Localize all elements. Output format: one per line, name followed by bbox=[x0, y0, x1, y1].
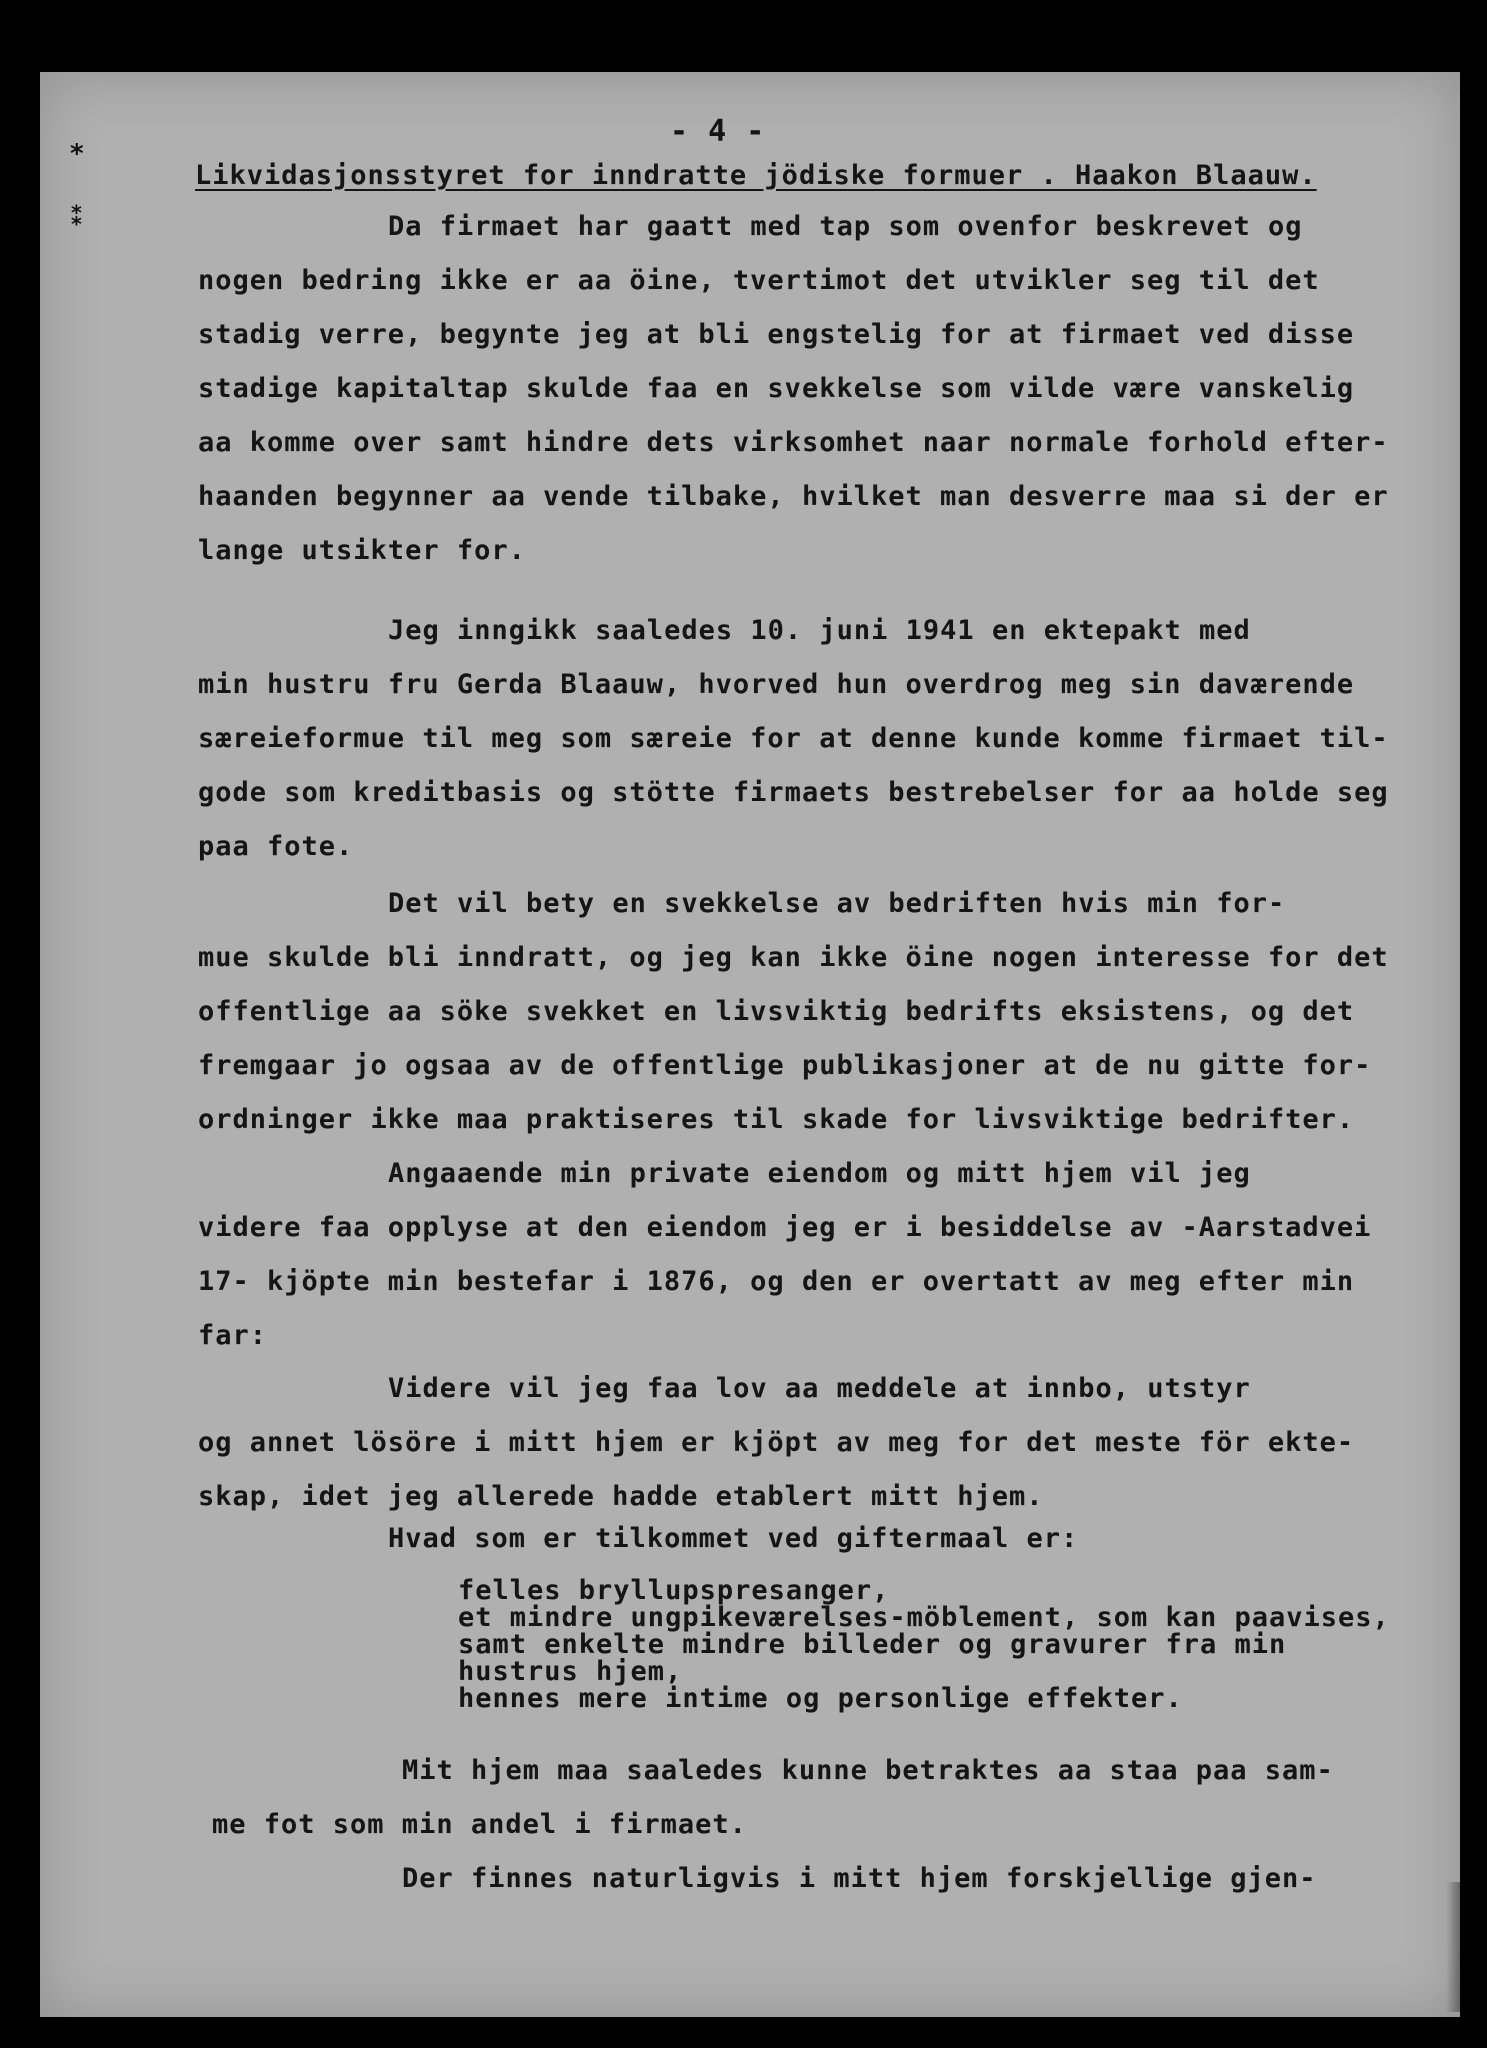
text-line: videre faa opplyse at den eiendom jeg er i besiddelse av -Aarstadvei bbox=[198, 1212, 1372, 1243]
closing-paragraph-1 bbox=[212, 1744, 1334, 1852]
text-line: haanden begynner aa vende tilbake, hvilket man desverre maa si der er bbox=[198, 481, 1389, 512]
page-edge-shadow bbox=[1446, 1882, 1460, 2012]
text-line: paa fote. bbox=[198, 831, 354, 862]
text-line: Angaaende min private eiendom og mitt hjem vil jeg bbox=[388, 1158, 1251, 1189]
paragraph-5 bbox=[198, 1362, 1354, 1524]
paragraph-2 bbox=[198, 604, 1389, 874]
paragraph-3 bbox=[198, 877, 1389, 1147]
text-line: Videre vil jeg faa lov aa meddele at innbo, utstyr bbox=[388, 1373, 1251, 1404]
list-intro: Hvad som er tilkommet ved giftermaal er: bbox=[388, 1523, 1079, 1554]
list-item: hennes mere intime og personlige effekter. bbox=[458, 1683, 1183, 1714]
text-line: Det vil bety en svekkelse av bedriften hvis min for- bbox=[388, 888, 1286, 919]
text-line: nogen bedring ikke er aa öine, tvertimot det utvikler seg til det bbox=[198, 265, 1320, 296]
page-number: - 4 - bbox=[670, 114, 766, 149]
text-line: 17- kjöpte min bestefar i 1876, og den er overtatt av meg efter min bbox=[198, 1266, 1355, 1297]
list-item: samt enkelte mindre billeder og gravurer fra min bbox=[458, 1629, 1287, 1660]
text-line: Jeg inngikk saaledes 10. juni 1941 en ektepakt med bbox=[388, 615, 1251, 646]
margin-ink-mark: ⁑ bbox=[70, 202, 84, 232]
text-line: lange utsikter for. bbox=[198, 535, 526, 566]
text-line: offentlige aa söke svekket en livsviktig bedrifts eksistens, og det bbox=[198, 996, 1355, 1027]
paragraph-4 bbox=[198, 1147, 1371, 1363]
text-line: ordninger ikke maa praktiseres til skade for livsviktige bedrifter. bbox=[198, 1104, 1355, 1135]
closing-paragraph-2 bbox=[212, 1852, 1317, 1906]
paragraph-1 bbox=[198, 200, 1389, 578]
text-line: Da firmaet har gaatt med tap som ovenfor beskrevet og bbox=[388, 211, 1303, 242]
text-line: mue skulde bli inndratt, og jeg kan ikke öine nogen interesse for det bbox=[198, 942, 1389, 973]
margin-ink-mark: ⁎ bbox=[70, 132, 84, 162]
list-item: et mindre ungpikeværelses-möblement, som kan paavises, bbox=[458, 1602, 1390, 1633]
text-line: stadig verre, begynte jeg at bli engstelig for at firmaet ved disse bbox=[198, 319, 1355, 350]
text-line: me fot som min andel i firmaet. bbox=[212, 1809, 747, 1840]
typewritten-page bbox=[40, 72, 1460, 2017]
text-line: særeieformue til meg som særeie for at denne kunde komme firmaet til- bbox=[198, 723, 1389, 754]
text-line: far: bbox=[198, 1320, 268, 1351]
acquired-items-list bbox=[458, 1577, 1390, 1712]
list-item: felles bryllupspresanger, bbox=[458, 1575, 890, 1606]
text-line: Der finnes naturligvis i mitt hjem forskjellige gjen- bbox=[402, 1863, 1317, 1894]
text-line: gode som kreditbasis og stötte firmaets bestrebelser for aa holde seg bbox=[198, 777, 1389, 808]
text-line: min hustru fru Gerda Blaauw, hvorved hun overdrog meg sin daværende bbox=[198, 669, 1355, 700]
text-line: fremgaar jo ogsaa av de offentlige publikasjoner at de nu gitte for- bbox=[198, 1050, 1372, 1081]
list-item: hustrus hjem, bbox=[458, 1656, 683, 1687]
document-heading: Likvidasjonsstyret for inndratte jödiske formuer . Haakon Blaauw. bbox=[195, 160, 1317, 191]
text-line: og annet lösöre i mitt hjem er kjöpt av meg for det meste för ekte- bbox=[198, 1427, 1355, 1458]
text-line: aa komme over samt hindre dets virksomhet naar normale forhold efter- bbox=[198, 427, 1389, 458]
text-line: skap, idet jeg allerede hadde etablert mitt hjem. bbox=[198, 1481, 1044, 1512]
text-line: stadige kapitaltap skulde faa en svekkelse som vilde være vanskelig bbox=[198, 373, 1355, 404]
list-intro-block bbox=[198, 1512, 1078, 1566]
text-line: Mit hjem maa saaledes kunne betraktes aa staa paa sam- bbox=[402, 1755, 1334, 1786]
